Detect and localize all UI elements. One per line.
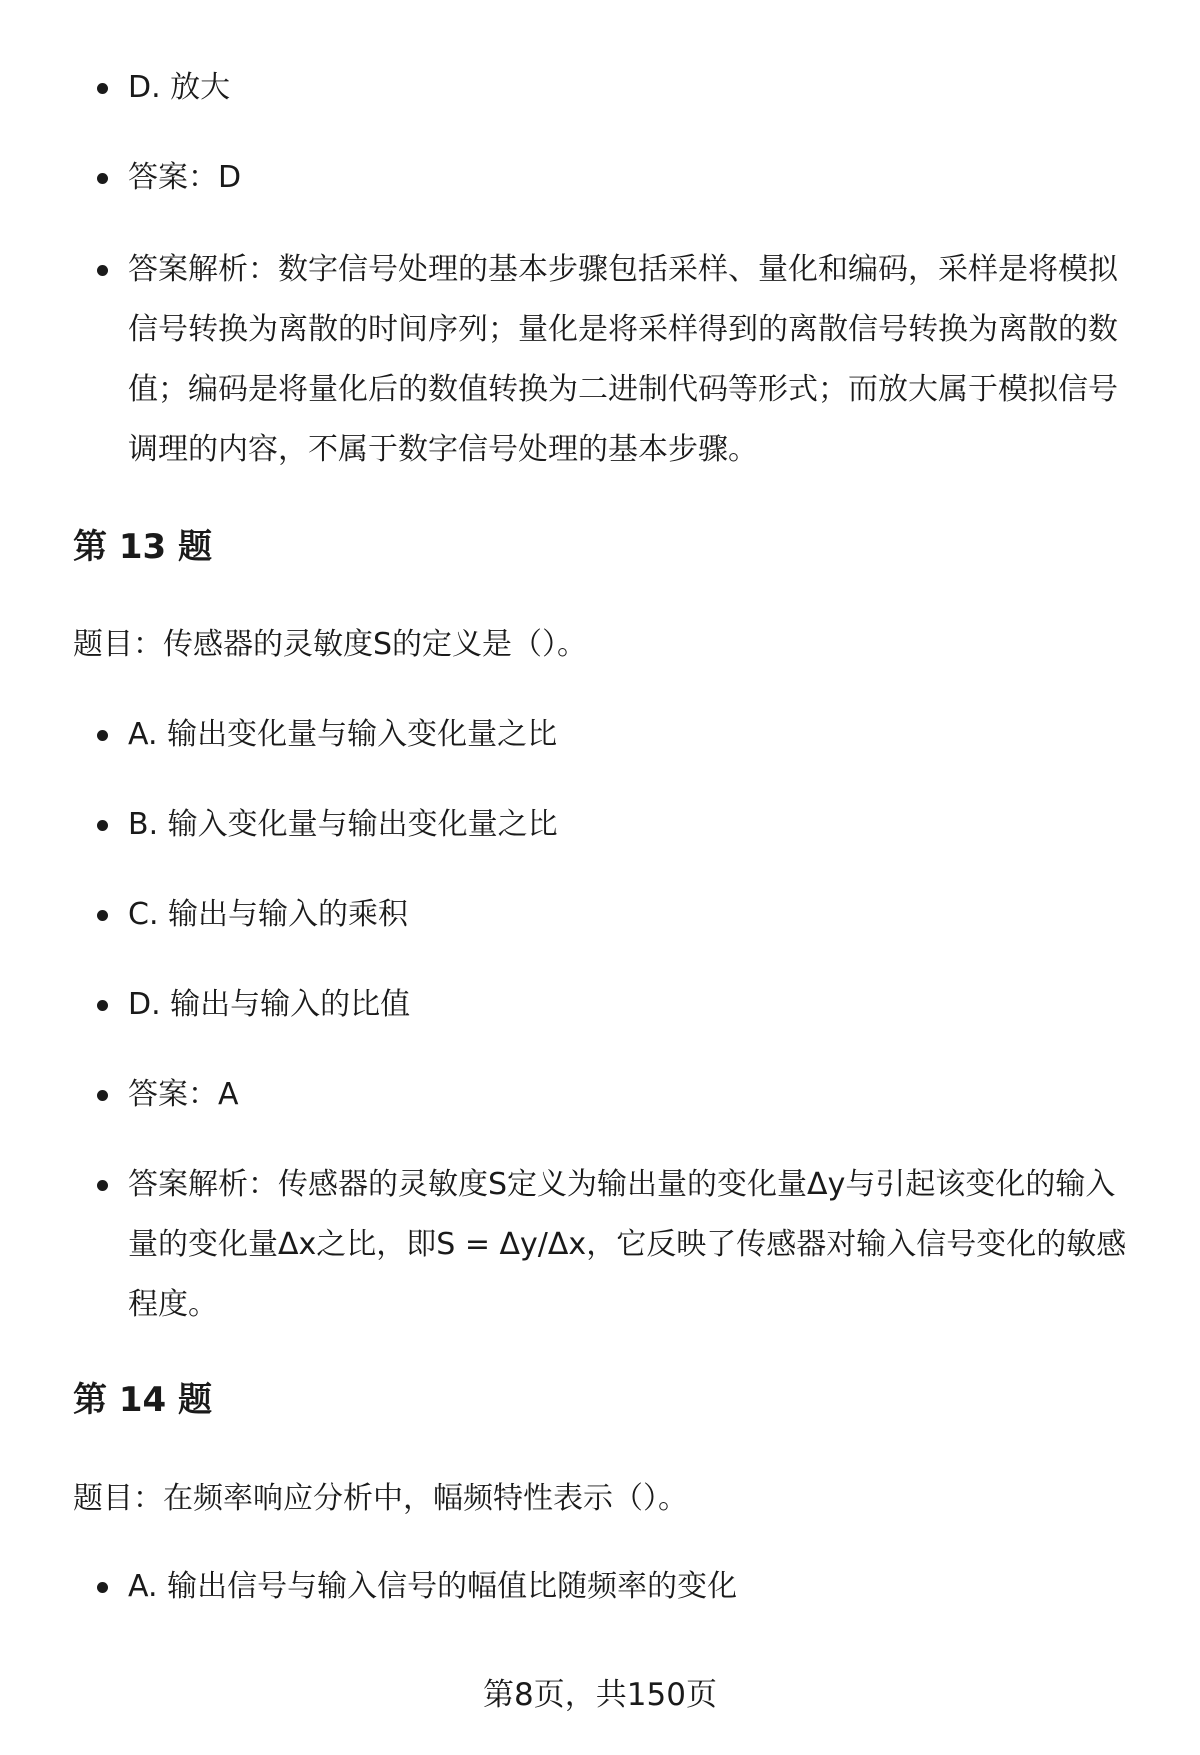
question-14-options <box>0 1557 1200 1617</box>
answer: 答案：D <box>0 148 1200 208</box>
question-14-stem: 题目：在频率响应分析中，幅频特性表示（）。 <box>73 1481 688 1516</box>
question-13-stem: 题目：传感器的灵敏度S的定义是（）。 <box>73 627 588 662</box>
option-c: C. 输出与输入的乘积 <box>0 885 1200 945</box>
question-13-heading: 第 13 题 <box>73 527 212 567</box>
option-a: A. 输出信号与输入信号的幅值比随频率的变化 <box>0 1557 1200 1617</box>
prev-question-explanation-block <box>0 240 1200 480</box>
question-13-options <box>0 705 1200 1335</box>
prev-question-options <box>0 58 1200 118</box>
option-d: D. 放大 <box>0 58 1200 118</box>
page-number: 第8页，共150页 <box>483 1677 717 1713</box>
option-d: D. 输出与输入的比值 <box>0 975 1200 1035</box>
answer-explanation: 答案解析：传感器的灵敏度S定义为输出量的变化量Δy与引起该变化的输入量的变化量Δx之比，即S = Δy/Δx，它反映了传感器对输入信号变化的敏感程度。 <box>0 1155 1200 1335</box>
option-b: B. 输入变化量与输出变化量之比 <box>0 795 1200 855</box>
answer-explanation: 答案解析：数字信号处理的基本步骤包括采样、量化和编码，采样是将模拟信号转换为离散的时间序列；量化是将采样得到的离散信号转换为离散的数值；编码是将量化后的数值转换为二进制代码等形式；而放大属于模拟信号调理的内容，不属于数字信号处理的基本步骤。 <box>0 240 1200 480</box>
prev-question-answer-block <box>0 148 1200 208</box>
option-a: A. 输出变化量与输入变化量之比 <box>0 705 1200 765</box>
answer: 答案：A <box>0 1065 1200 1125</box>
question-14-heading: 第 14 题 <box>73 1380 212 1420</box>
